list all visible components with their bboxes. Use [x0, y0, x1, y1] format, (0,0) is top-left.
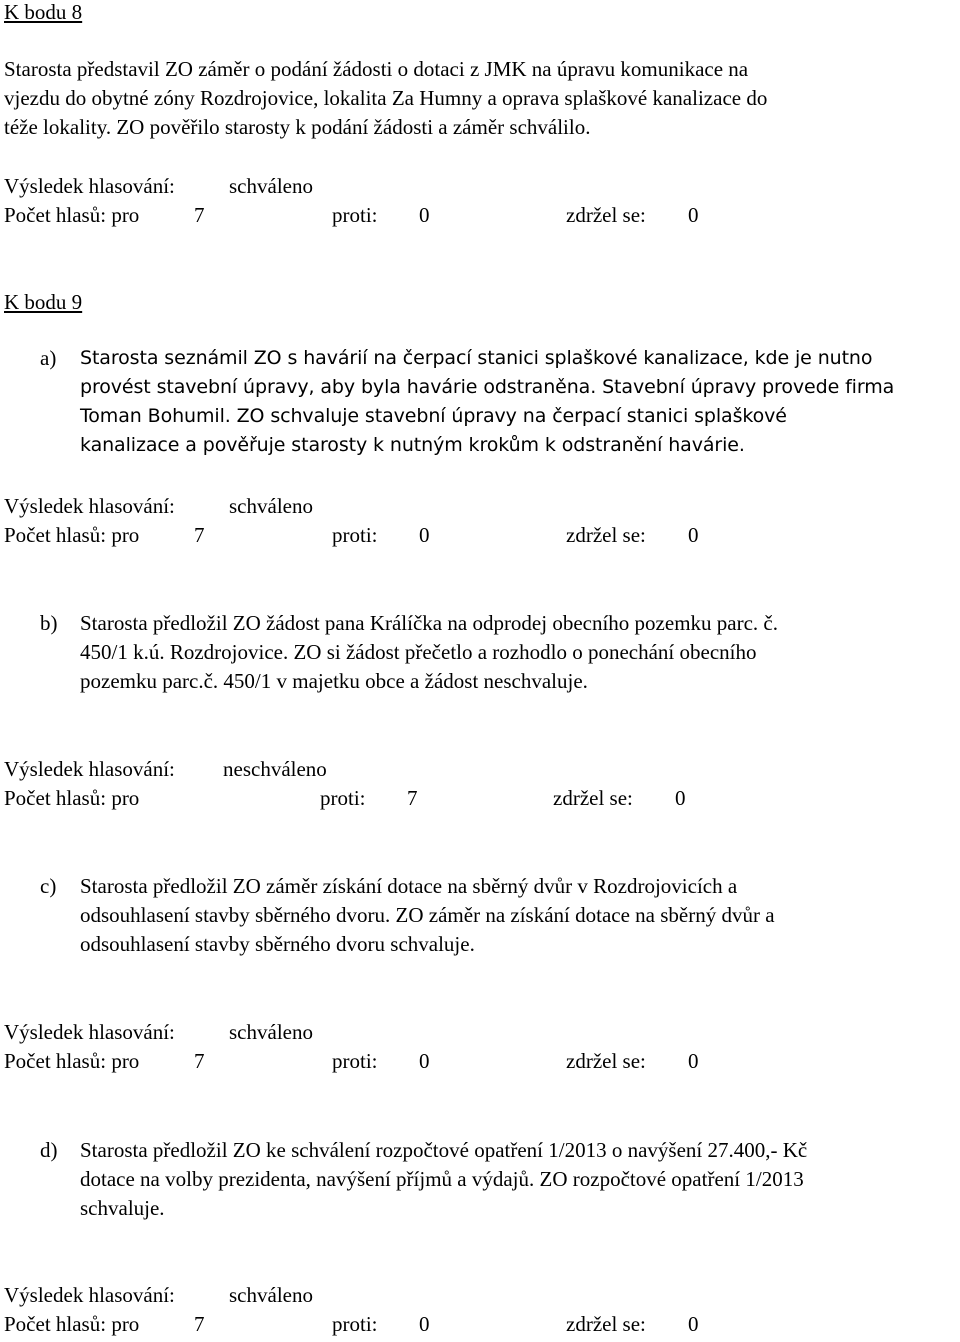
list-marker: c) [40, 874, 57, 898]
paragraph-line: pozemku parc.č. 450/1 v majetku obce a žádost neschvaluje. [80, 669, 588, 693]
votes-zdrzel-count: 0 [688, 1049, 699, 1073]
vote-counts-b [4, 784, 904, 813]
list-item-text [80, 1136, 958, 1223]
votes-proti-count: 0 [419, 523, 430, 547]
paragraph-line: Starosta předložil ZO žádost pana Králíčka na odprodej obecního pozemku parc. č. [80, 611, 778, 635]
votes-proti-label: proti: [332, 203, 378, 227]
votes-proti-count: 0 [419, 1312, 430, 1336]
votes-pro-label: Počet hlasů: pro [4, 1049, 140, 1073]
section-heading-bod-8: K bodu 8 [4, 0, 83, 24]
list-item-text [80, 344, 958, 460]
paragraph-line: kanalizace a pověřuje starosty k nutným krokům k odstranění havárie. [80, 434, 745, 456]
vote-result-value: schváleno [229, 174, 313, 198]
votes-pro-label: Počet hlasů: pro [4, 203, 140, 227]
paragraph-line: 450/1 k.ú. Rozdrojovice. ZO si žádost přečetlo a rozhodlo o ponechání obecního [80, 640, 757, 664]
votes-zdrzel-label: zdržel se: [566, 523, 646, 547]
vote-result-value: schváleno [229, 1283, 313, 1307]
paragraph-line: Starosta seznámil ZO s havárií na čerpací stanici splaškové kanalizace, kde je nutno [80, 347, 873, 369]
vote-result-label: Výsledek hlasování: [4, 174, 175, 198]
votes-proti-label: proti: [320, 786, 366, 810]
votes-proti-label: proti: [332, 1049, 378, 1073]
vote-result-label: Výsledek hlasování: [4, 757, 175, 781]
votes-proti-count: 0 [419, 1049, 430, 1073]
vote-result-bod-8 [4, 172, 313, 201]
votes-zdrzel-label: zdržel se: [566, 1049, 646, 1073]
paragraph-line: Starosta předložil ZO záměr získání dotace na sběrný dvůr v Rozdrojovicích a [80, 874, 738, 898]
vote-result-d [4, 1281, 313, 1310]
vote-result-b [4, 755, 327, 784]
votes-zdrzel-label: zdržel se: [553, 786, 633, 810]
paragraph-line: schvaluje. [80, 1196, 165, 1220]
paragraph-line: dotace na volby prezidenta, navýšení příjmů a výdajů. ZO rozpočtové opatření 1/2013 [80, 1167, 804, 1191]
paragraph-line: vjezdu do obytné zóny Rozdrojovice, lokalita Za Humny a oprava splaškové kanalizace do [4, 86, 768, 110]
votes-zdrzel-label: zdržel se: [566, 203, 646, 227]
votes-proti-label: proti: [332, 1312, 378, 1336]
vote-counts-c [4, 1047, 904, 1076]
section-heading-bod-9: K bodu 9 [4, 290, 83, 314]
votes-zdrzel-count: 0 [688, 203, 699, 227]
paragraph-line: odsouhlasení stavby sběrného dvoru. ZO záměr na získání dotace na sběrný dvůr a [80, 903, 775, 927]
votes-proti-label: proti: [332, 523, 378, 547]
paragraph-line: Starosta představil ZO záměr o podání žádosti o dotaci z JMK na úpravu komunikace na [4, 57, 749, 81]
paragraph-line: Starosta předložil ZO ke schválení rozpočtové opatření 1/2013 o navýšení 27.400,- Kč [80, 1138, 808, 1162]
vote-result-value: schváleno [229, 494, 313, 518]
vote-result-value: neschváleno [223, 757, 327, 781]
votes-pro-label: Počet hlasů: pro [4, 523, 140, 547]
vote-counts-a [4, 521, 904, 550]
paragraph-line: téže lokality. ZO pověřilo starosty k podání žádosti a záměr schválilo. [4, 115, 591, 139]
votes-zdrzel-count: 0 [688, 523, 699, 547]
votes-pro-count: 7 [194, 203, 205, 227]
votes-pro-label: Počet hlasů: pro [4, 786, 140, 810]
list-item-text [80, 872, 958, 959]
vote-result-label: Výsledek hlasování: [4, 1283, 175, 1307]
votes-zdrzel-count: 0 [675, 786, 686, 810]
votes-zdrzel-count: 0 [688, 1312, 699, 1336]
vote-result-label: Výsledek hlasování: [4, 494, 175, 518]
vote-counts-d [4, 1310, 904, 1339]
votes-pro-count: 7 [194, 523, 205, 547]
votes-proti-count: 0 [419, 203, 430, 227]
votes-pro-label: Počet hlasů: pro [4, 1312, 140, 1336]
votes-zdrzel-label: zdržel se: [566, 1312, 646, 1336]
list-marker: d) [40, 1138, 58, 1162]
paragraph-line: provést stavební úpravy, aby byla havárie odstraněna. Stavební úpravy provede firma [80, 376, 895, 398]
list-marker: a) [40, 346, 57, 370]
paragraph-line: Toman Bohumil. ZO schvaluje stavební úpravy na čerpací stanici splaškové [80, 405, 787, 427]
vote-result-a [4, 492, 313, 521]
votes-pro-count: 7 [194, 1049, 205, 1073]
votes-pro-count: 7 [194, 1312, 205, 1336]
vote-result-value: schváleno [229, 1020, 313, 1044]
vote-result-c [4, 1018, 313, 1047]
list-marker: b) [40, 611, 58, 635]
paragraph-bod-8 [4, 55, 954, 142]
vote-result-label: Výsledek hlasování: [4, 1020, 175, 1044]
paragraph-line: odsouhlasení stavby sběrného dvoru schvaluje. [80, 932, 475, 956]
votes-proti-count: 7 [407, 786, 418, 810]
vote-counts-bod-8 [4, 201, 904, 230]
list-item-text [80, 609, 958, 696]
